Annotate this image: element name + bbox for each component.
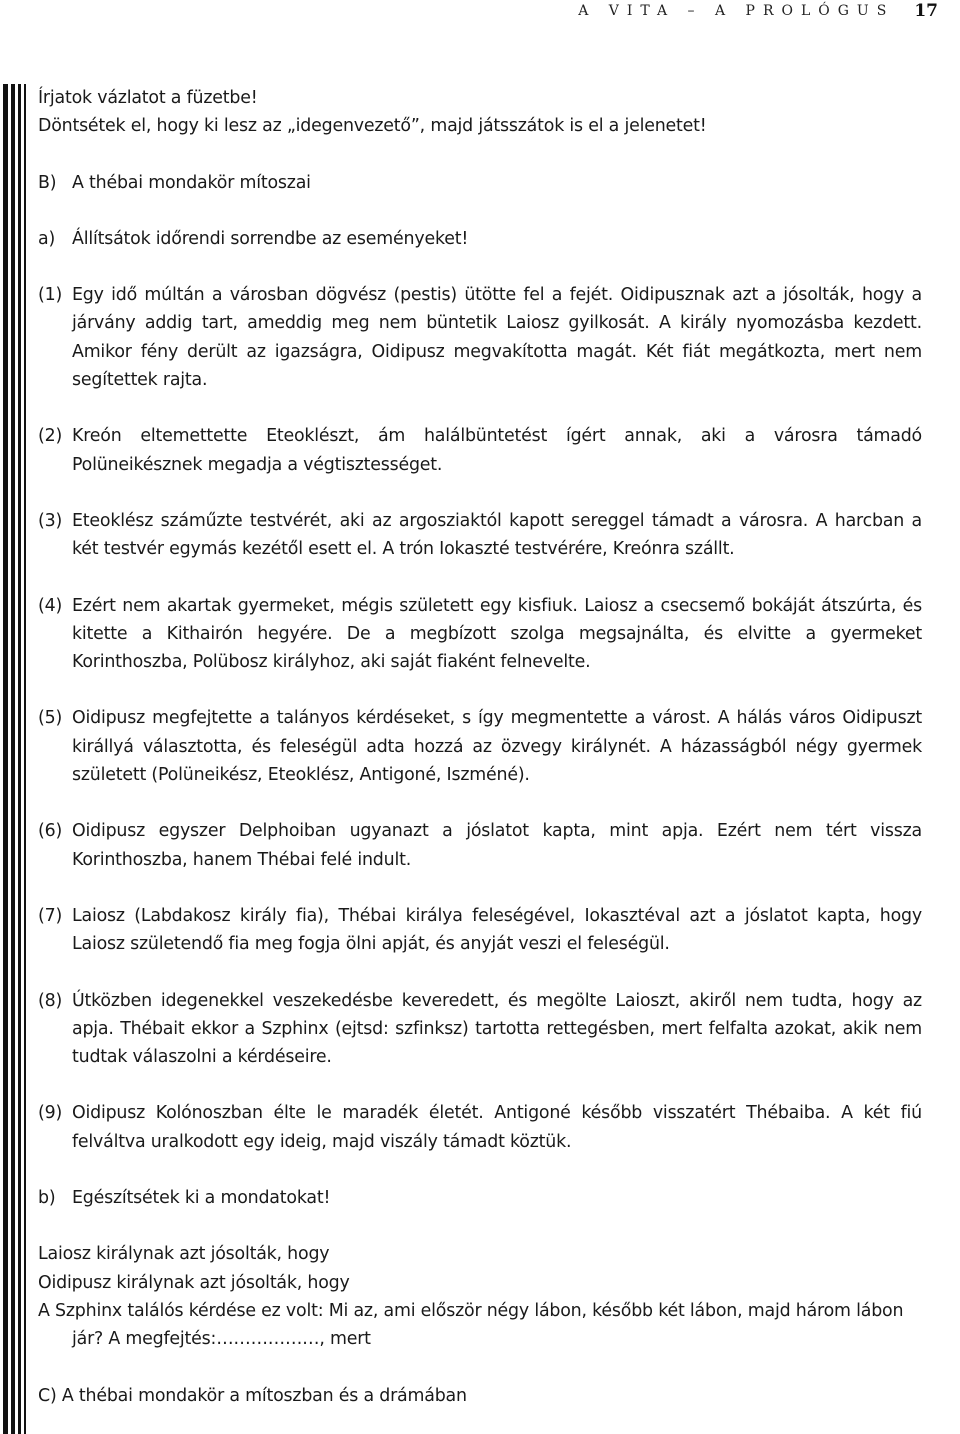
intro-line: Döntsétek el, hogy ki lesz az „idegenvezető”, majd játsszátok is el a jelenetet!	[38, 116, 707, 137]
event-text: Kreón eltemettette Eteoklészt, ám halálbüntetést ígért annak, aki a városra támadó Polüneikésznek megadja a végtisztességet.	[72, 426, 922, 475]
event-item	[38, 817, 922, 874]
event-item	[38, 592, 922, 677]
margin-bars	[0, 84, 28, 1434]
task-a	[38, 225, 922, 253]
margin-bar	[3, 84, 8, 1434]
event-text: Oidipusz megfejtette a talányos kérdéseket, s így megmentette a várost. A hálás város Oidipuszt királlyá választotta, és feleségül adta hozzá az özvegy királynét. A házasságból négy gyermek született (Polüneikész, Eteoklész, Antigoné, Iszméné).	[72, 708, 922, 786]
completion-sentence: Oidipusz királynak azt jósolták, hogy	[38, 1272, 350, 1293]
event-number: (1)	[38, 285, 63, 306]
page-content	[38, 84, 922, 1410]
section-c-heading: C) A thébai mondakör a mítoszban és a drámában	[38, 1385, 467, 1406]
event-number: (7)	[38, 905, 63, 926]
event-text: Eteoklész száműzte testvérét, aki az argosziaktól kapott sereggel támadt a városra. A harcban a két testvér egymás kezétől esett el. A trón Iokaszté testvérére, Kreónra szállt.	[72, 510, 922, 560]
task-label: a)	[38, 228, 56, 249]
event-item	[38, 507, 922, 564]
event-number: (3)	[38, 510, 63, 531]
task-b	[38, 1184, 922, 1212]
section-label: B)	[38, 172, 57, 193]
section-title: A thébai mondakör mítoszai	[72, 172, 311, 193]
task-text: Állítsátok időrendi sorrendbe az eseményeket!	[72, 228, 469, 249]
margin-bar	[11, 84, 15, 1434]
margin-bar	[18, 84, 21, 1434]
event-number: (5)	[38, 708, 63, 729]
event-text: Útközben idegenekkel veszekedésbe keveredett, és megölte Laioszt, akiről nem tudta, hogy az apja. Thébait ekkor a Szphinx (ejtsd: szfinksz) tartotta rettegésben, mert felfalta azokat, akik nem tudtak válaszolni a kérdéseire.	[72, 990, 922, 1068]
event-item	[38, 902, 922, 959]
event-text: Laiosz (Labdakosz király fia), Thébai királya feleségével, Iokasztéval azt a jóslatot kapta, hogy Laiosz születendő fia meg fogja ölni apját, és anyját veszi el feleségül.	[72, 905, 922, 955]
event-item	[38, 1099, 922, 1156]
section-b-heading	[38, 169, 922, 197]
event-item	[38, 987, 922, 1072]
task-label: b)	[38, 1188, 56, 1209]
completion-sentence: A Szphinx találós kérdése ez volt: Mi az, ami először négy lábon, később két lábon, majd három lábon jár? A megfejtés:………………, mert	[38, 1300, 904, 1350]
page-number: 17	[914, 1, 938, 21]
event-text: Oidipusz egyszer Delphoiban ugyanazt a jóslatot kapta, mint apja. Ezért nem tért vissza Korinthoszba, hanem Thébai felé indult.	[72, 821, 922, 870]
running-header	[578, 0, 938, 22]
event-number: (2)	[38, 426, 63, 447]
event-number: (6)	[38, 821, 63, 842]
task-text: Egészítsétek ki a mondatokat!	[72, 1188, 331, 1209]
event-text: Ezért nem akartak gyermeket, mégis született egy kisfiuk. Laiosz a csecsemő bokáját átszúrta, és kitette a Kithairón hegyére. De a megbízott szolga megsajnálta, és elvitte a gyermeket Korinthoszba, Polübosz királyhoz, aki saját fiaként felnevelte.	[72, 595, 922, 673]
event-number: (9)	[38, 1103, 63, 1124]
intro-line: Írjatok vázlatot a füzetbe!	[38, 88, 258, 108]
event-number: (8)	[38, 990, 63, 1011]
event-text: Egy idő múltán a városban dögvész (pestis) ütötte fel a fejét. Oidipusznak azt a jósolták, hogy a járvány addig tart, ameddig meg nem büntetik Laiosz gyilkosát. A király nyomozásba kezdett. Amikor fény derült az igazságra, Oidipusz megvakította magát. Két fiát megátkozta, mert nem segítettek rajta.	[72, 285, 922, 391]
event-text: Oidipusz Kolónoszban élte le maradék életét. Antigoné később visszatért Thébaiba. A két fiú felváltva uralkodott egy ideig, majd viszály támadt köztük.	[72, 1103, 922, 1152]
margin-bar	[24, 84, 26, 1434]
event-item	[38, 281, 922, 394]
event-number: (4)	[38, 595, 63, 616]
chapter-title: A VITA – A PROLÓGUS	[578, 3, 895, 19]
completion-sentence: Laiosz királynak azt jósolták, hogy	[38, 1244, 330, 1265]
event-item	[38, 422, 922, 479]
event-item	[38, 704, 922, 789]
